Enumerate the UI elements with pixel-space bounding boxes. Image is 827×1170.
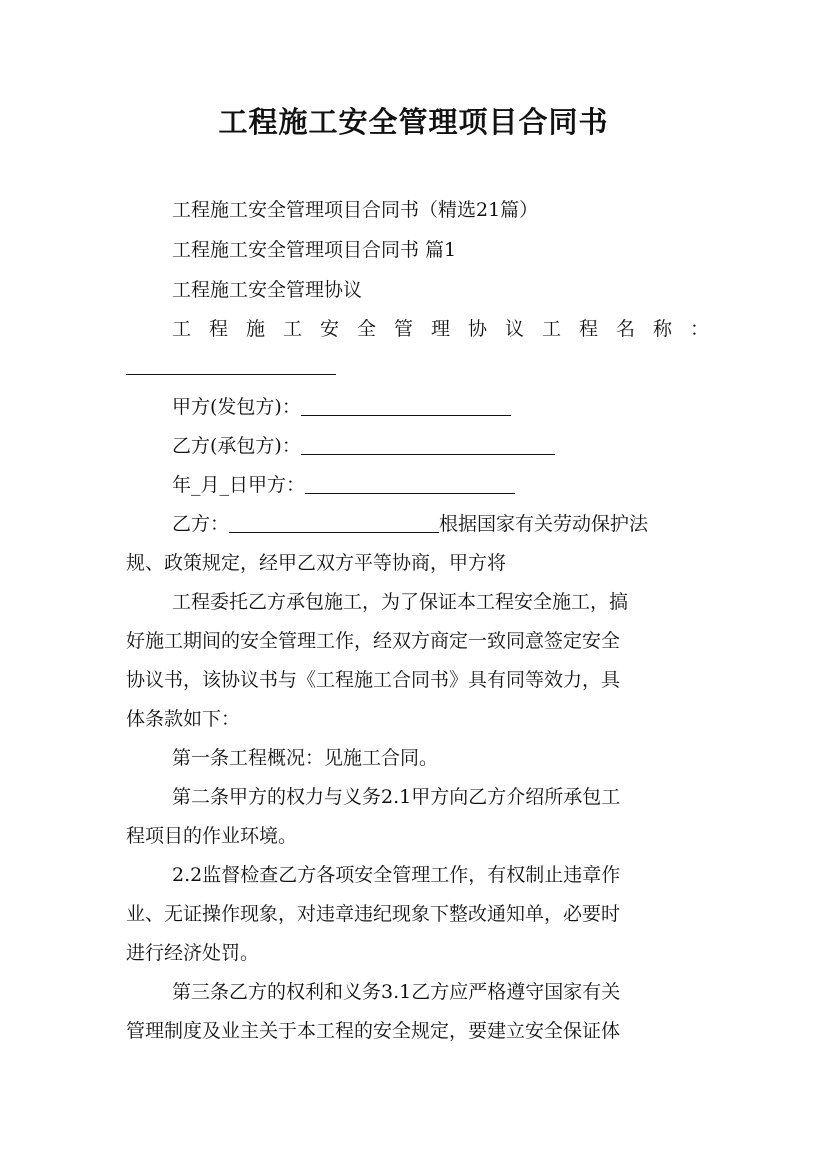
party-b-row: [172, 432, 555, 460]
party-b-blank: [301, 434, 555, 455]
document-title: 工程施工安全管理项目合同书: [218, 105, 609, 139]
para1-rest: 根据国家有关劳动保护法: [439, 513, 649, 535]
clause2-line1: 第二条甲方的权力与义务2.1甲方向乙方介绍所承包工: [172, 786, 621, 808]
clause3-line1: 第三条乙方的权利和义务3.1乙方应严格遵守国家有关: [172, 981, 621, 1003]
clause1: 第一条工程概况：见施工合同。: [172, 747, 439, 769]
para2-line3: 协议书，该协议书与《工程施工合同书》具有同等效力，具: [126, 669, 621, 691]
document-subtitle: 工程施工安全管理项目合同书（精选21篇）: [172, 199, 539, 221]
article-heading: 工程施工安全管理项目合同书 篇1: [172, 239, 457, 261]
date-party-a-blank: [305, 473, 515, 494]
clause2-line2: 程项目的作业环境。: [126, 825, 298, 847]
para2-line4: 体条款如下：: [126, 708, 241, 730]
date-party-a-row: [172, 471, 515, 499]
party-b-short-blank: [229, 512, 439, 533]
party-a-row: [172, 393, 511, 421]
party-b-short-label: 乙方：: [172, 513, 230, 535]
project-name-text: 工程施工安全管理协议工程名称：: [172, 318, 728, 340]
clause3-line2: 管理制度及业主关于本工程的安全规定，要建立安全保证体: [126, 1020, 621, 1042]
party-b-short-row: [172, 510, 648, 538]
project-name-label: [172, 315, 728, 343]
clause22-line1: 2.2监督检查乙方各项安全管理工作，有权制止违章作: [172, 864, 621, 886]
project-name-blank-row: [126, 352, 336, 380]
party-a-blank: [301, 395, 511, 416]
agreement-title: 工程施工安全管理协议: [172, 279, 363, 301]
clause22-line3: 进行经济处罚。: [126, 942, 260, 964]
para2-line1: 工程委托乙方承包施工，为了保证本工程安全施工，搞: [172, 591, 629, 613]
date-party-a-label: 年_月_日甲方：: [172, 474, 306, 496]
party-a-label: 甲方(发包方)：: [172, 396, 301, 418]
para2-line2: 好施工期间的安全管理工作，经双方商定一致同意签定安全: [126, 630, 621, 652]
clause22-line2: 业、无证操作现象，对违章违纪现象下整改通知单，必要时: [126, 903, 621, 925]
project-name-blank: [126, 354, 336, 375]
party-b-label: 乙方(承包方)：: [172, 435, 301, 457]
para1-line2: 规、政策规定，经甲乙双方平等协商，甲方将: [126, 552, 507, 574]
